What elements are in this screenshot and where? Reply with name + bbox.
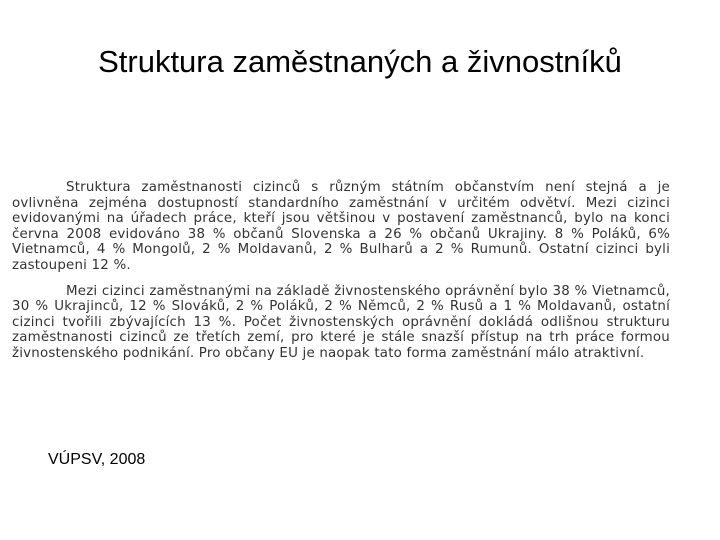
paragraph-employees: Struktura zaměstnanosti cizinců s různým státním občanstvím není stejná a je ovlivněna zejména dostupností standardního zaměstnání v určitém odvětví. Mezi cizinci evidovanými na úřadech práce, kteří jsou většinou v postavení zaměstnanců, bylo na konci června 2008 evidováno 38 % občanů Slovenska a 26 % občanů Ukrajiny. 8 % Poláků, 6% Vietnamců, 4 % Mongolů, 2 % Moldavanů, 2 % Bulharů a 2 % Rumunů. Ostatní cizinci byli zastoupeni 12 %. (12, 180, 670, 273)
source-citation: VÚPSV, 2008 (48, 451, 146, 468)
paragraph-trade-licenses: Mezi cizinci zaměstnanými na základě živnostenského oprávnění bylo 38 % Vietnamců, 30 % Ukrajinců, 12 % Slováků, 2 % Poláků, 2 % Němců, 2 % Rusů a 1 % Moldavanů, ostatní cizinci tvořili zbývajících 13 %. Počet živnostenských oprávnění dokládá odlišnou strukturu zaměstnanosti cizinců ze třetích zemí, pro které je stále snazší přístup na trh práce formou živnostenského podnikání. Pro občany EU je naopak tato forma zaměstnání málo atraktivní. (12, 283, 670, 361)
slide-title: Struktura zaměstnaných a živnostníků (98, 44, 622, 79)
scanned-text-block (12, 180, 670, 362)
